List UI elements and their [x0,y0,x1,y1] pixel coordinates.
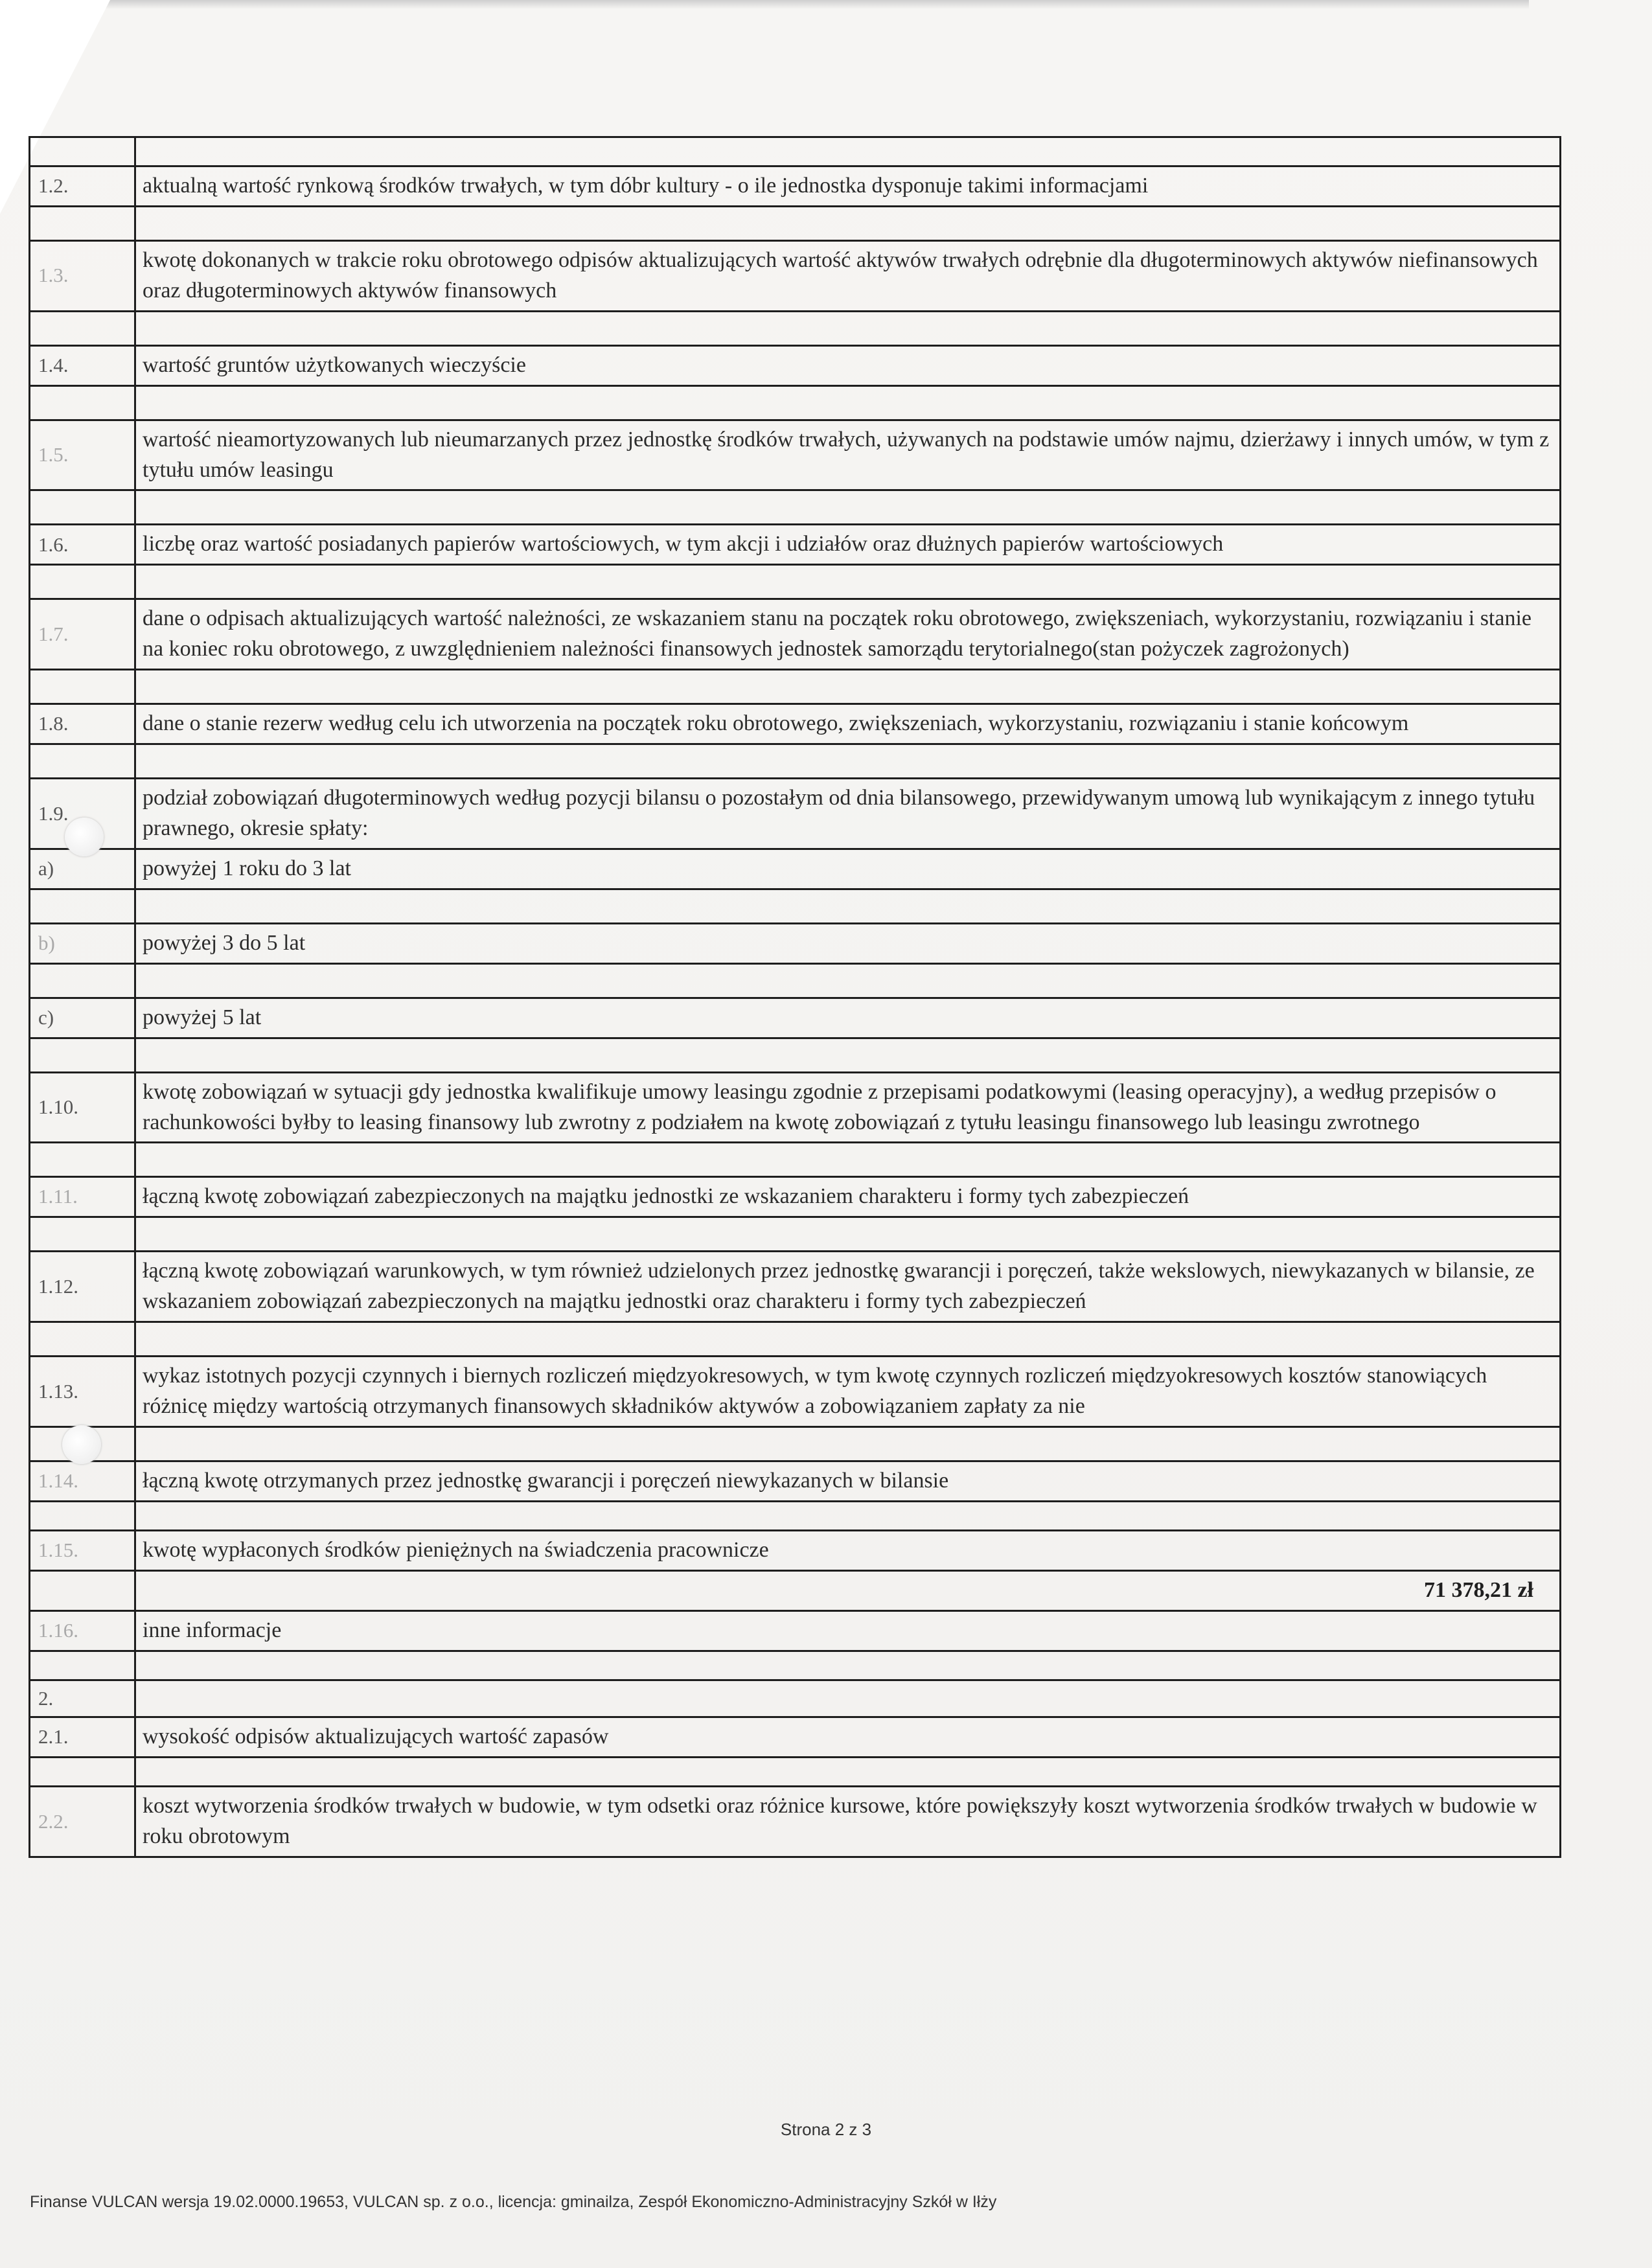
table-row [30,1357,1561,1427]
row-text: wartość nieamortyzowanych lub nieumarzanych przez jednostkę środków trwałych, używanych na podstawie umów najmu, dzierżawy i innych umów, w tym z tytułu umów leasingu [135,420,1561,490]
table-row [30,849,1561,889]
row-text: wartość gruntów użytkowanych wieczyście [135,345,1561,385]
row-number: 1.13. [30,1357,135,1427]
table-row [30,779,1561,849]
row-text: wykaz istotnych pozycji czynnych i biernych rozliczeń międzyokresowych, w tym kwotę czynnych rozliczeń międzyokresowych kosztów stanowiących różnicę między wartością otrzymanych finansowych składników aktywów a zobowiązaniem zapłaty za nie [135,1357,1561,1427]
table-row [30,345,1561,385]
table-row [30,206,1561,240]
row-number: 1.7. [30,599,135,670]
table-row [30,998,1561,1038]
table-row [30,599,1561,670]
row-number: 1.16. [30,1610,135,1651]
table-row [30,704,1561,744]
table-row [30,1787,1561,1857]
row-number: 1.5. [30,420,135,490]
row-number: b) [30,923,135,963]
table-row [30,963,1561,998]
table-row [30,525,1561,565]
row-number: 1.11. [30,1177,135,1217]
row-text: łączną kwotę zobowiązań zabezpieczonych na majątku jednostki ze wskazaniem charakteru i formy tych zabezpieczeń [135,1177,1561,1217]
table-row [30,420,1561,490]
table-row [30,1461,1561,1501]
scan-shadow [104,0,1529,9]
table-row [30,1038,1561,1072]
row-text: koszt wytworzenia środków trwałych w budowie, w tym odsetki oraz różnice kursowe, które powiększyły koszt wytworzenia środków trwałych w budowie w roku obrotowym [135,1787,1561,1857]
row-text: inne informacje [135,1610,1561,1651]
row-number: 1.9. [30,779,135,849]
row-number: 1.14. [30,1461,135,1501]
row-number: 1.6. [30,525,135,565]
table-row [30,1610,1561,1651]
table-row [30,137,1561,166]
row-number: 1.4. [30,345,135,385]
row-number: 2. [30,1680,135,1717]
table-row [30,490,1561,525]
row-text: podział zobowiązań długoterminowych według pozycji bilansu o pozostałym od dnia bilansowego, przewidywanym umową lub wynikającym z innego tytułu prawnego, okresie spłaty: [135,779,1561,849]
row-text: liczbę oraz wartość posiadanych papierów wartościowych, w tym akcji i udziałów oraz dłużnych papierów wartościowych [135,525,1561,565]
row-text: łączną kwotę otrzymanych przez jednostkę gwarancji i poręczeń niewykazanych w bilansie [135,1461,1561,1501]
table-row [30,889,1561,923]
row-text: aktualną wartość rynkową środków trwałych, w tym dóbr kultury - o ile jednostka dysponuje takimi informacjami [135,166,1561,207]
table-row [30,385,1561,420]
table-row [30,1717,1561,1758]
row-text: dane o stanie rezerw według celu ich utworzenia na początek roku obrotowego, zwiększeniach, wykorzystaniu, rozwiązaniu i stanie końcowym [135,704,1561,744]
table-row [30,1680,1561,1717]
row-number: 1.8. [30,704,135,744]
table-row [30,1651,1561,1680]
row-number: 1.12. [30,1252,135,1322]
row-text: powyżej 1 roku do 3 lat [135,849,1561,889]
table-row [30,311,1561,345]
table-row [30,565,1561,599]
row-number: 2.1. [30,1717,135,1758]
table-row [30,1322,1561,1357]
row-text: kwotę zobowiązań w sytuacji gdy jednostka kwalifikuje umowy leasingu zgodnie z przepisami podatkowymi (leasing operacyjny), a według przepisów o rachunkowości byłby to leasing finansowy lub zwrotny z podziałem na kwotę zobowiązań z tytułu leasingu finansowego lub leasingu zwrotnego [135,1072,1561,1143]
row-text: kwotę wypłaconych środków pieniężnych na świadczenia pracownicze [135,1530,1561,1570]
table-row [30,670,1561,704]
table-row [30,1143,1561,1177]
table-row [30,1177,1561,1217]
table-row [30,166,1561,207]
table-row [30,1252,1561,1322]
table-row [30,1072,1561,1143]
row-text: dane o odpisach aktualizujących wartość należności, ze wskazaniem stanu na początek roku obrotowego, zwiększeniach, wykorzystaniu, rozwiązaniu i stanie na koniec roku obrotowego, z uwzględnieniem należności finansowych jednostek samorządu terytorialnego(stan pożyczek zagrożonych) [135,599,1561,670]
row-number: 1.2. [30,166,135,207]
punch-hole [65,818,104,856]
row-number: 1.15. [30,1530,135,1570]
table-row [30,1530,1561,1570]
table-row [30,1426,1561,1461]
row-number: a) [30,849,135,889]
row-text: powyżej 5 lat [135,998,1561,1038]
row-number: 2.2. [30,1787,135,1857]
punch-hole [62,1425,101,1464]
row-text: powyżej 3 do 5 lat [135,923,1561,963]
table-row [30,1758,1561,1787]
table-row [30,923,1561,963]
amount-value: 71 378,21 zł [135,1570,1561,1610]
row-text: wysokość odpisów aktualizujących wartość zapasów [135,1717,1561,1758]
table-row [30,744,1561,779]
row-text [135,1680,1561,1717]
row-number: 1.10. [30,1072,135,1143]
row-number: c) [30,998,135,1038]
licence-footer: Finanse VULCAN wersja 19.02.0000.19653, VULCAN sp. z o.o., licencja: gminailza, Zespół Ekonomiczno-Administracyjny Szkół w Iłży [30,2193,997,2211]
row-text: łączną kwotę zobowiązań warunkowych, w tym również udzielonych przez jednostkę gwarancji i poręczeń, także wekslowych, niewykazanych w bilansie, ze wskazaniem zobowiązań zabezpieczonych na majątku jednostki oraz charakteru i formy tych zabezpieczeń [135,1252,1561,1322]
table-row [30,1501,1561,1530]
table-row [30,1570,1561,1610]
notes-table [29,136,1561,1858]
table-row [30,1217,1561,1252]
table-row [30,240,1561,311]
page-number: Strona 2 z 3 [780,2120,872,2139]
row-number: 1.3. [30,240,135,311]
row-text: kwotę dokonanych w trakcie roku obrotowego odpisów aktualizujących wartość aktywów trwałych odrębnie dla długoterminowych aktywów niefinansowych oraz długoterminowych aktywów finansowych [135,240,1561,311]
